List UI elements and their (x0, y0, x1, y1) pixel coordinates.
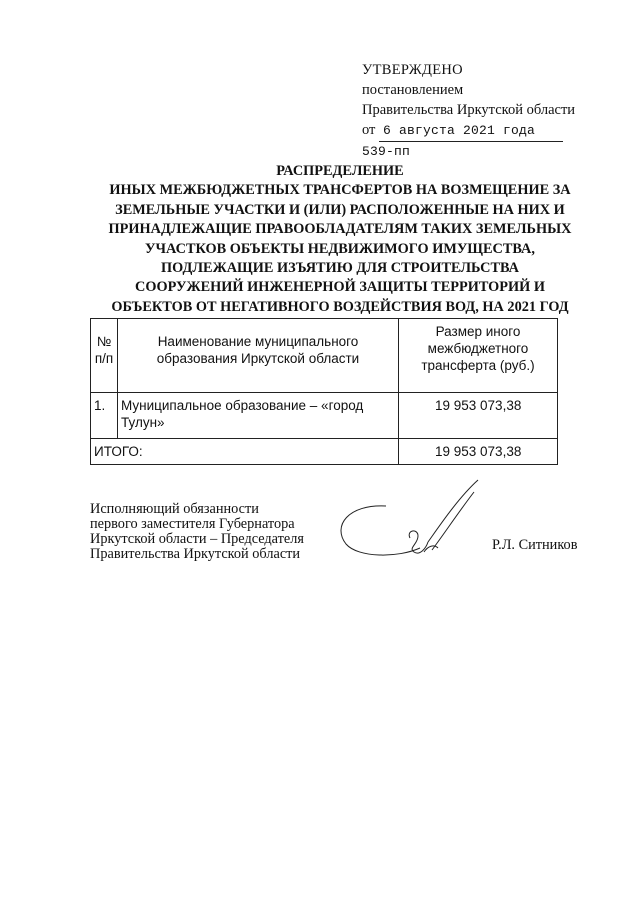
document-title (40, 162, 640, 317)
approved-label: УТВЕРЖДЕНО (362, 62, 463, 78)
approval-number: 539-пп (362, 144, 411, 159)
date-prefix: от (362, 122, 376, 138)
title-line: ИНЫХ МЕЖБЮДЖЕТНЫХ ТРАНСФЕРТОВ НА ВОЗМЕЩЕНИЕ ЗА (109, 182, 571, 199)
approving-organization: Правительства Иркутской области (362, 102, 576, 118)
total-label: ИТОГО: (91, 439, 399, 465)
title-line: ОБЪЕКТОВ ОТ НЕГАТИВНОГО ВОЗДЕЙСТВИЯ ВОД, НА 2021 ГОД (111, 298, 569, 315)
row-name: Муниципальное образование – «город Тулун» (118, 393, 399, 439)
approval-stamp (362, 60, 575, 162)
header-name (118, 319, 399, 393)
row-number: 1. (91, 393, 118, 439)
table-total-row (91, 439, 558, 465)
header-number-line: п/п (94, 351, 114, 366)
position-line: Исполняющий обязанности (90, 501, 259, 517)
position-line: Иркутской области – Председателя (90, 531, 304, 547)
header-amount-line: Размер иного (435, 324, 521, 339)
signatory-name: Р.Л. Ситников (492, 537, 578, 553)
title-line: ПРИНАДЛЕЖАЩИЕ ПРАВООБЛАДАТЕЛЯМ ТАКИХ ЗЕМЕЛЬНЫХ (108, 221, 572, 238)
header-number-line: № (96, 334, 112, 349)
row-amount: 19 953 073,38 (399, 393, 558, 439)
header-number (91, 319, 118, 393)
title-line: ЗЕМЕЛЬНЫЕ УЧАСТКИ И (ИЛИ) РАСПОЛОЖЕННЫЕ НА НИХ И (115, 201, 565, 218)
position-line: первого заместителя Губернатора (90, 516, 295, 532)
approval-date: 6 августа 2021 года (379, 121, 563, 142)
position-line: Правительства Иркутской области (90, 546, 301, 562)
title-line: ПОДЛЕЖАЩИЕ ИЗЪЯТИЮ ДЛЯ СТРОИТЕЛЬСТВА (161, 260, 519, 277)
header-amount (399, 319, 558, 393)
header-amount-line: межбюджетного (427, 341, 529, 356)
title-line: УЧАСТКОВ ОБЪЕКТЫ НЕДВИЖИМОГО ИМУЩЕСТВА, (145, 240, 535, 257)
header-amount-line: трансферта (руб.) (421, 358, 535, 373)
header-name-line: Наименование муниципального (157, 334, 359, 349)
title-line: СООРУЖЕНИЙ ИНЖЕНЕРНОЙ ЗАЩИТЫ ТЕРРИТОРИЙ И (135, 279, 545, 296)
total-amount: 19 953 073,38 (399, 439, 558, 465)
handwritten-signature (328, 478, 498, 568)
table-header-row (91, 319, 558, 393)
distribution-table (90, 318, 558, 465)
table-row (91, 393, 558, 439)
signatory-position (90, 502, 304, 562)
title-line: РАСПРЕДЕЛЕНИЕ (276, 163, 404, 179)
header-name-line: образования Иркутской области (156, 351, 360, 366)
approved-by: постановлением (362, 82, 464, 98)
